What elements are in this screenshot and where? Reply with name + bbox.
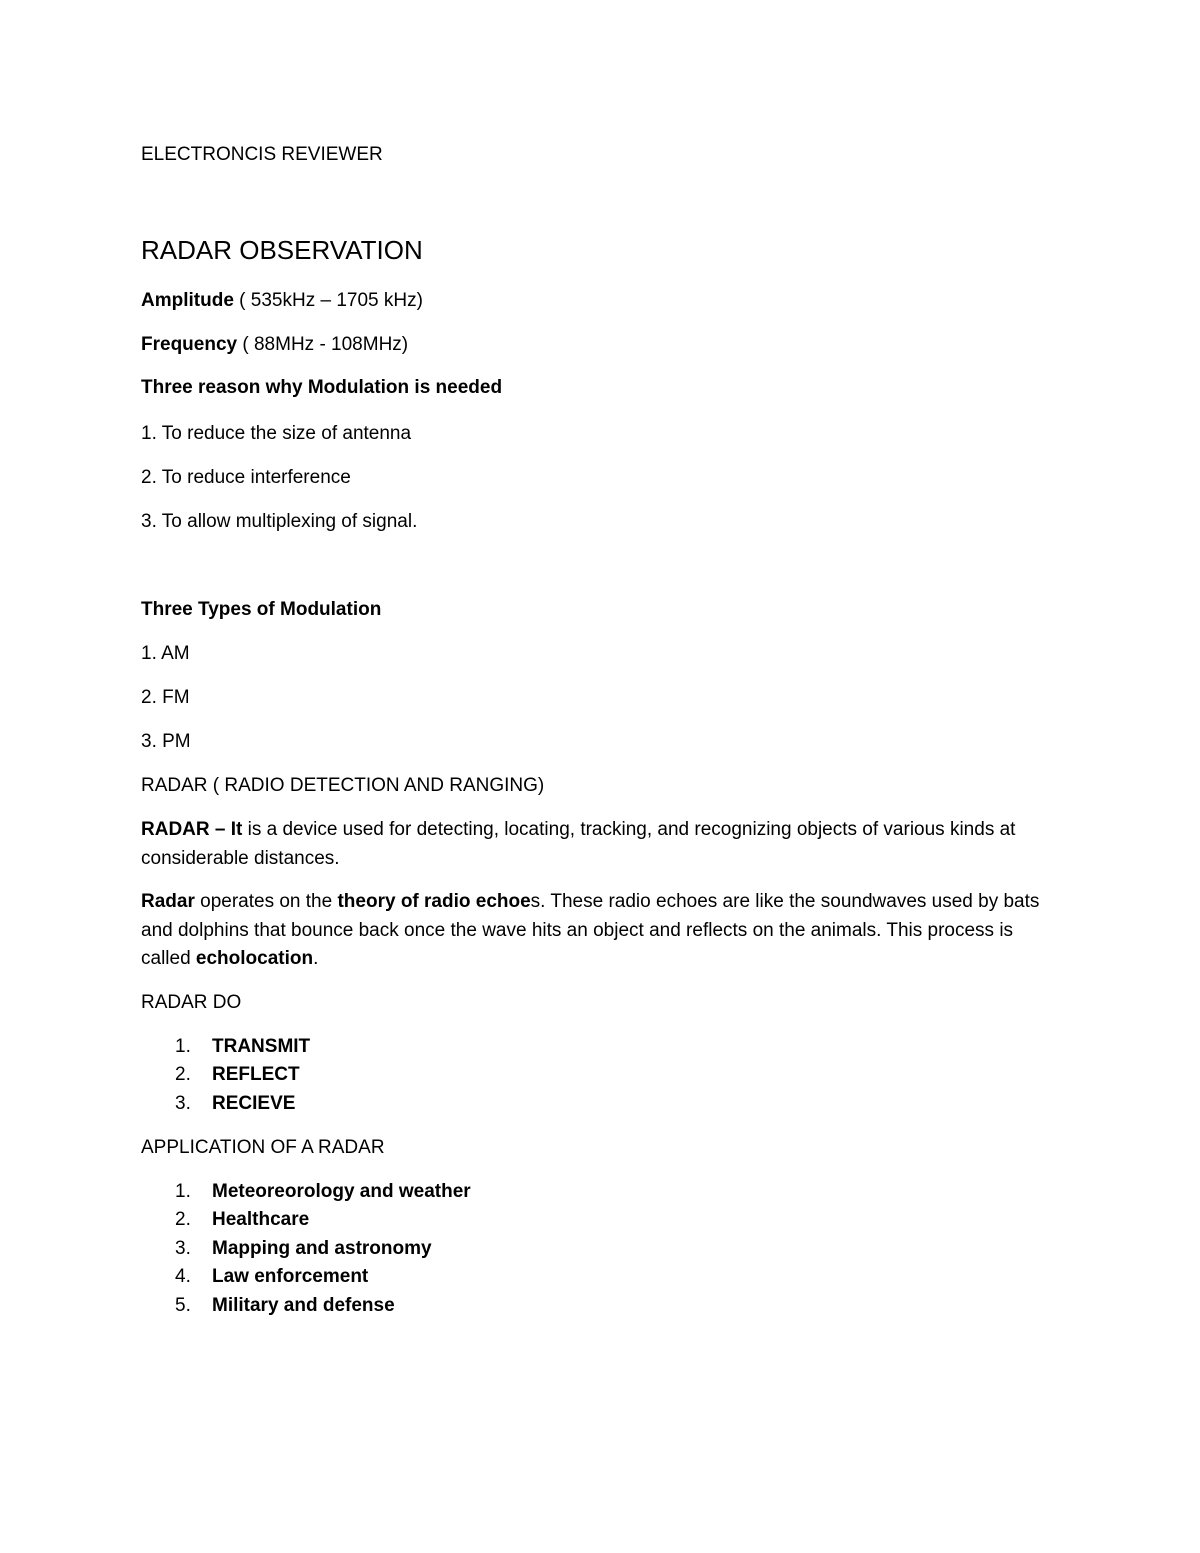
radar-term: Radar [141,891,195,912]
list-item-number: 2. [175,1064,191,1086]
list-item-text: Law enforcement [212,1266,369,1288]
list-item-number: 2. [175,1209,191,1231]
radar-heading: RADAR ( RADIO DETECTION AND RANGING) [141,775,545,796]
radar-para-text: . [313,948,319,969]
radar-do-heading: RADAR DO [141,992,242,1013]
list-item-number: 3. [175,1237,191,1259]
theory-of-radio-echoes: theory of radio echoe [337,891,531,912]
list-item-number: 5. [175,1294,191,1316]
list-item-number: 1. [175,1181,191,1202]
radar-para-text: operates on the [194,891,338,912]
echolocation-term: echolocation [195,948,314,969]
list-item-text: REFLECT [212,1064,300,1086]
radar-para-text: s. These radio echoes are like the soundwaves used by bats and dolphins that bounce back once the wave hits an object and reflects on the animals. This process is called [141,891,1040,969]
radar-definition-text: is a device used for detecting, locating, tracking, and recognizing objects of various kinds at considerable distances. [141,819,1016,869]
amplitude-label: Amplitude [141,290,234,311]
list-item-text: TRANSMIT [212,1036,311,1057]
list-item-text: RECIEVE [212,1092,296,1114]
modulation-reasons-heading: Three reason why Modulation is needed [141,377,503,398]
list-item-number: 1. [175,1036,191,1057]
application-heading: APPLICATION OF A RADAR [141,1137,385,1158]
list-item-text: Military and defense [212,1294,395,1316]
radar-definition [141,816,1061,873]
section-heading-radar-observation: RADAR OBSERVATION [141,235,423,265]
list-item-number: 3. [175,1092,191,1114]
modulation-type-item: 2. FM [141,687,190,708]
modulation-reason-item: 2. To reduce interference [141,467,351,488]
radar-echo-paragraph [141,888,1061,974]
frequency-line [141,331,408,359]
frequency-range: ( 88MHz - 108MHz) [237,334,409,355]
list-item-number: 4. [175,1266,191,1288]
modulation-reason-item: 3. To allow multiplexing of signal. [141,511,418,532]
frequency-label: Frequency [141,334,238,355]
amplitude-range: ( 535kHz – 1705 kHz) [233,290,423,311]
list-item-text: Meteoreorology and weather [212,1181,471,1202]
list-item-text: Mapping and astronomy [212,1237,432,1259]
document-title: ELECTRONCIS REVIEWER [141,144,383,165]
modulation-type-item: 1. AM [141,643,190,664]
modulation-types-heading: Three Types of Modulation [141,599,382,620]
modulation-type-item: 3. PM [141,731,191,752]
radar-definition-term: RADAR – It [141,819,243,840]
modulation-reason-item: 1. To reduce the size of antenna [141,423,412,444]
amplitude-line [141,287,423,315]
list-item-text: Healthcare [212,1209,310,1231]
